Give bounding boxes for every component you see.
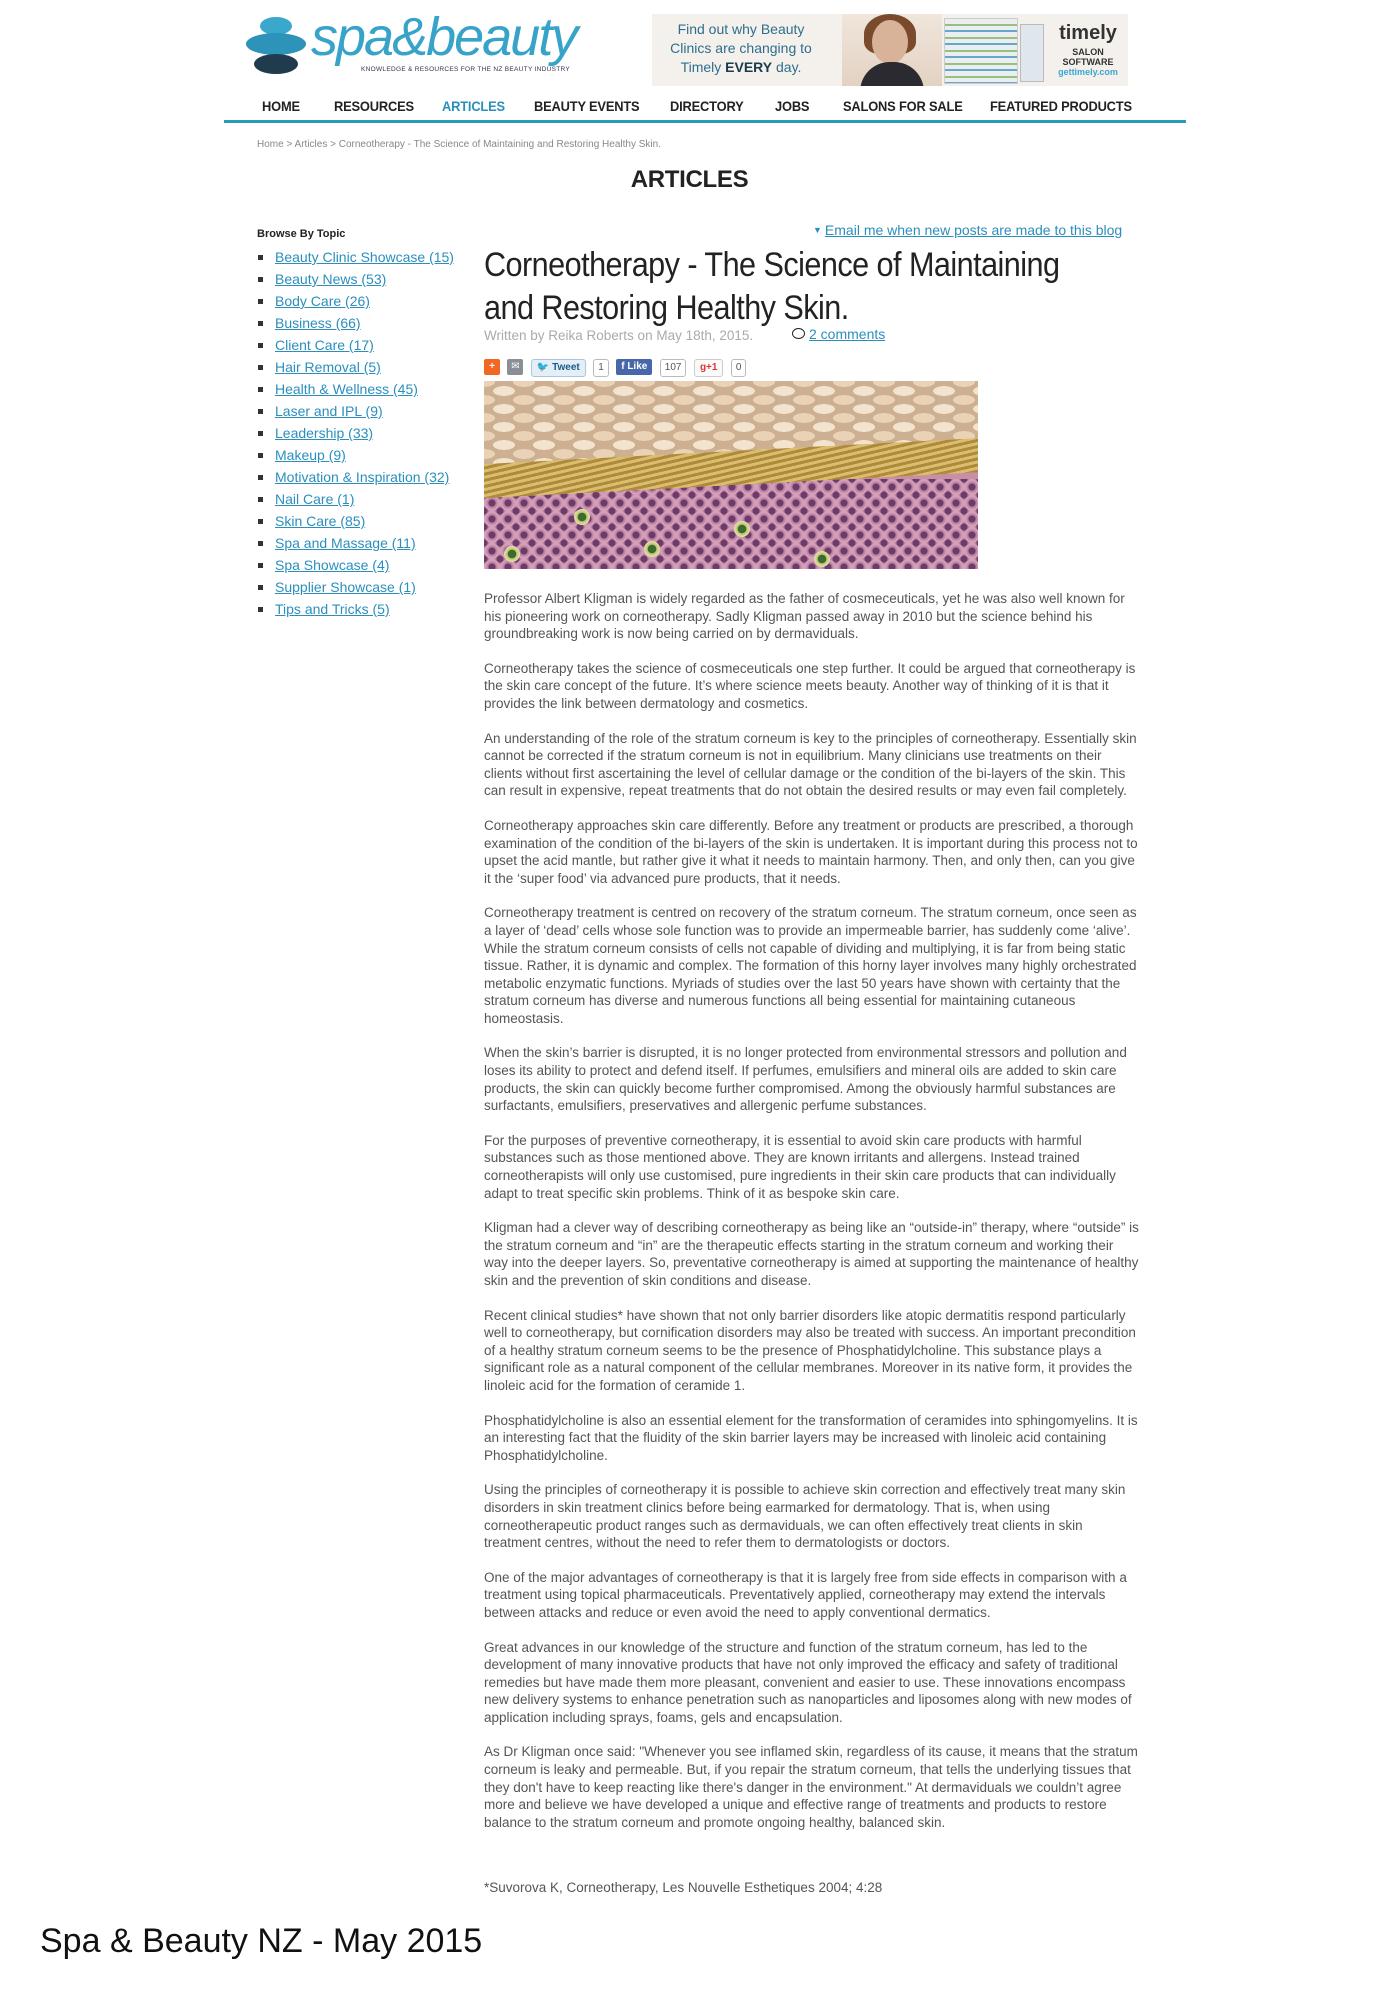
article-paragraph: When the skin’s barrier is disrupted, it is no longer protected from environmental stressors and pollution and loses its ability to protect and defend itself. If perfumes, emulsifiers and mineral oils are added to skin care products, the skin can quickly become further compromised. Among the obviously harmful substances are surfactants, emulsifiers, preservatives and allergenic perfume substances. bbox=[484, 1045, 1127, 1114]
nav-beauty-events[interactable]: BEAUTY EVENTS bbox=[534, 98, 640, 114]
article-paragraph: Phosphatidylcholine is also an essential element for the transformation of ceramides into sphingomyelins. It is an interesting fact that the fluidity of the skin barrier layers may be increased with linoleic acid containing Phosphatidylcholine. bbox=[484, 1412, 1138, 1463]
sidebar-title: Browse By Topic bbox=[257, 228, 346, 240]
article-paragraph: Corneotherapy treatment is centred on recovery of the stratum corneum. The stratum corneum, once seen as a layer of ‘dead’ cells whose sole function was to provide an impermeable barrier, has suddenly come ‘alive’. While the stratum corneum consists of cells not capable of dividing and multiplying, it is far from being static tissue. Rather, it is dynamic and complex. The formation of this horny layer involves many highly orchestrated metabolic enzymatic functions. Myriads of studies over the last 50 years have shown with certainty that the stratum corneum has diverse and numerous functions all being essential for maintaining cutaneous homeostasis. bbox=[484, 905, 1137, 1026]
topic-item bbox=[257, 446, 467, 464]
topic-link[interactable]: Supplier Showcase (1) bbox=[275, 579, 416, 595]
gplus-count: 0 bbox=[731, 359, 747, 377]
breadcrumb: Home > Articles > Corneotherapy - The Science of Maintaining and Restoring Healthy Skin. bbox=[257, 139, 661, 150]
addthis-plus-icon[interactable]: + bbox=[484, 359, 500, 375]
topic-item bbox=[257, 358, 467, 376]
nav-resources[interactable]: RESOURCES bbox=[334, 98, 414, 114]
email-share-icon[interactable]: ✉ bbox=[507, 359, 523, 375]
ad-person-image bbox=[842, 14, 942, 86]
facebook-like-button[interactable]: f Like bbox=[616, 359, 652, 375]
article-paragraph: Corneotherapy takes the science of cosmeceuticals one step further. It could be argued that corneotherapy is the skin care concept of the future. It’s where science meets beauty. Another way of thinking of it is that it provides the link between dermatology and cosmetics. bbox=[484, 660, 1136, 711]
topic-link[interactable]: Health & Wellness (45) bbox=[275, 381, 418, 397]
topic-list bbox=[257, 248, 467, 622]
topic-link[interactable]: Spa Showcase (4) bbox=[275, 557, 390, 573]
topic-link[interactable]: Hair Removal (5) bbox=[275, 359, 381, 375]
email-subscribe-link[interactable]: ▼ Email me when new posts are made to this blog bbox=[813, 222, 1123, 238]
topic-link[interactable]: Tips and Tricks (5) bbox=[275, 601, 390, 617]
article-byline: Written by Reika Roberts on May 18th, 2015. bbox=[484, 328, 754, 343]
timely-banner-ad[interactable] bbox=[652, 14, 1128, 86]
article-paragraph: For the purposes of preventive corneotherapy, it is essential to avoid skin care products with harmful substances such as those mentioned above. They are known irritants and allergens. Instead trained corneotherapists will only use customised, pure ingredients in their skin care products that can individually adapt to treat specific skin problems. Think of it as bespoke skin care. bbox=[484, 1132, 1116, 1201]
breadcrumb-home[interactable]: Home bbox=[257, 139, 284, 150]
topic-link[interactable]: Client Care (17) bbox=[275, 337, 374, 353]
article-paragraph: An understanding of the role of the stratum corneum is key to the principles of corneotherapy. Essentially skin cannot be corrected if the stratum corneum is not in equilibrium. Many clinicians use treatments on their clients without first ascertaining the level of cellular damage or the condition of the bi-layers of the skin. This can result in expensive, repeat treatments that do not obtain the desired results or may even fail completely. bbox=[484, 730, 1137, 799]
topic-link[interactable]: Laser and IPL (9) bbox=[275, 403, 383, 419]
stones-logo-icon bbox=[245, 14, 307, 76]
article-footnote: *Suvorova K, Corneotherapy, Les Nouvelle Esthetiques 2004; 4:28 bbox=[484, 1880, 883, 1895]
tweet-count: 1 bbox=[593, 359, 609, 377]
like-count: 107 bbox=[660, 359, 687, 377]
topic-item bbox=[257, 468, 467, 486]
topic-item bbox=[257, 578, 467, 596]
google-plus-button[interactable]: g+1 bbox=[694, 359, 724, 377]
article-paragraph: Using the principles of corneotherapy it is possible to achieve skin correction and effectively treat many skin disorders in skin treatment clinics before being earmarked for dermatology. That is, when using corneotherapeutic product ranges such as dermaviduals, we can often effectively treat clients in skin treatment centres, without the need to refer them to dermatologists or doctors. bbox=[484, 1482, 1126, 1551]
nav-featured-products[interactable]: FEATURED PRODUCTS bbox=[990, 98, 1132, 114]
article-paragraph: Professor Albert Kligman is widely regarded as the father of cosmeceuticals, yet he was also well known for his pioneering work on corneotherapy. Sadly Kligman passed away in 2010 but the science behind his groundbreaking work is now being carried on by dermaviduals. bbox=[484, 591, 1125, 642]
topic-item bbox=[257, 600, 467, 618]
screenshot-caption: Spa & Beauty NZ - May 2015 bbox=[40, 1922, 483, 1960]
comments-link[interactable]: 2 comments bbox=[792, 326, 885, 342]
nav-home[interactable]: HOME bbox=[262, 98, 300, 114]
topic-item bbox=[257, 402, 467, 420]
topic-link[interactable]: Nail Care (1) bbox=[275, 491, 355, 507]
page-title: ARTICLES bbox=[630, 166, 749, 193]
article-body bbox=[484, 590, 1140, 1848]
topic-link[interactable]: Beauty News (53) bbox=[275, 271, 387, 287]
topic-item bbox=[257, 314, 467, 332]
nav-directory[interactable]: DIRECTORY bbox=[670, 98, 744, 114]
article-hero-image bbox=[484, 381, 978, 569]
topic-item bbox=[257, 534, 467, 552]
topic-item bbox=[257, 490, 467, 508]
comment-bubble-icon bbox=[792, 328, 805, 339]
topic-link[interactable]: Skin Care (85) bbox=[275, 513, 366, 529]
ad-brand: timely SALON SOFTWARE gettimely.com bbox=[1058, 22, 1118, 77]
topic-item bbox=[257, 556, 467, 574]
topic-link[interactable]: Motivation & Inspiration (32) bbox=[275, 469, 450, 485]
article-paragraph: One of the major advantages of corneotherapy is that it is largely free from side effects in comparison with a treatment using topical pharmaceuticals. Preventatively applied, corneotherapy may extend the intervals between attacks and reduce or even avoid the need to apply conventional dermatics. bbox=[484, 1569, 1127, 1620]
article-paragraph: Recent clinical studies* have shown that not only barrier disorders like atopic dermatitis respond particularly well to corneotherapy, but cornification disorders may also be treated with success. An important precondition of a healthy stratum corneum seems to be the presence of Phosphatidylcholine. This substance plays a significant role as a natural component of the cellular membranes. Moreover in its native form, it provides the linoleic acid for the formation of ceramide 1. bbox=[484, 1307, 1136, 1393]
topic-link[interactable]: Leadership (33) bbox=[275, 425, 374, 441]
topic-item bbox=[257, 292, 467, 310]
site-logo[interactable] bbox=[245, 7, 577, 76]
topic-link[interactable]: Makeup (9) bbox=[275, 447, 346, 463]
topic-link[interactable]: Business (66) bbox=[275, 315, 361, 331]
topic-link[interactable]: Body Care (26) bbox=[275, 293, 370, 309]
article-paragraph: As Dr Kligman once said: "Whenever you see inflamed skin, regardless of its cause, it means that the stratum corneum is leaky and permeable. But, if you repair the stratum corneum, that tells the underlying tissues that they don't have to keep reacting like there's danger in the environment." At dermaviduals we couldn’t agree more and believe we have developed a unique and effective range of treatments and products to restore balance to the stratum corneum and promote ongoing healthy, balanced skin. bbox=[484, 1744, 1138, 1830]
topic-item bbox=[257, 424, 467, 442]
breadcrumb-current: Corneotherapy - The Science of Maintaining and Restoring Healthy Skin. bbox=[338, 139, 661, 150]
share-bar bbox=[484, 359, 749, 377]
logo-wordmark: spa&beauty bbox=[311, 7, 577, 67]
topic-link[interactable]: Spa and Massage (11) bbox=[275, 535, 416, 551]
topic-item bbox=[257, 336, 467, 354]
nav-jobs[interactable]: JOBS bbox=[775, 98, 810, 114]
logo-tagline: KNOWLEDGE & RESOURCES FOR THE NZ BEAUTY INDUSTRY bbox=[361, 66, 571, 73]
article-title: Corneotherapy - The Science of Maintaining and Restoring Healthy Skin. bbox=[484, 246, 1060, 327]
topic-item bbox=[257, 248, 467, 266]
topic-item bbox=[257, 380, 467, 398]
ad-phone-image bbox=[1020, 24, 1044, 82]
topic-link[interactable]: Beauty Clinic Showcase (15) bbox=[275, 249, 454, 265]
nav-articles[interactable]: ARTICLES bbox=[442, 98, 505, 114]
topic-item bbox=[257, 270, 467, 288]
ad-copy: Find out why Beauty Clinics are changing to Timely EVERY day. bbox=[670, 21, 812, 75]
topic-item bbox=[257, 512, 467, 530]
breadcrumb-articles[interactable]: Articles bbox=[294, 139, 328, 150]
nav-salons-for-sale[interactable]: SALONS FOR SALE bbox=[843, 98, 963, 114]
dropdown-arrow-icon: ▼ bbox=[813, 225, 822, 235]
ad-calendar-image bbox=[944, 18, 1018, 84]
article-paragraph: Great advances in our knowledge of the structure and function of the stratum corneum, has led to the development of many innovative products that have not only improved the efficacy and safety of traditional remedies but have made them more pleasant, convenient and easier to use. These innovations encompass new delivery systems to enhance penetration such as nanoparticles and liposomes along with new modes of application including sprays, foams, gels and encapsulation. bbox=[484, 1639, 1132, 1725]
article-paragraph: Corneotherapy approaches skin care differently. Before any treatment or products are prescribed, a thorough examination of the condition of the bi-layers of the skin is undertaken. It is important during this process not to upset the acid mantle, but rather give it what it needs to maintain harmony. Then, and only then, can you give it the ‘super food’ via advanced pure products, that it needs. bbox=[484, 817, 1138, 886]
main-nav bbox=[224, 92, 1186, 123]
tweet-button[interactable]: 🐦 Tweet bbox=[531, 359, 586, 377]
article-paragraph: Kligman had a clever way of describing corneotherapy as being like an “outside-in” therapy, where “outside” is the stratum corneum and “in” are the therapeutic effects starting in the stratum corneum and working their way into the deeper layers. So, preventative corneotherapy is aimed at supporting the maintenance of healthy skin and the prevention of skin conditions and disease. bbox=[484, 1220, 1139, 1288]
